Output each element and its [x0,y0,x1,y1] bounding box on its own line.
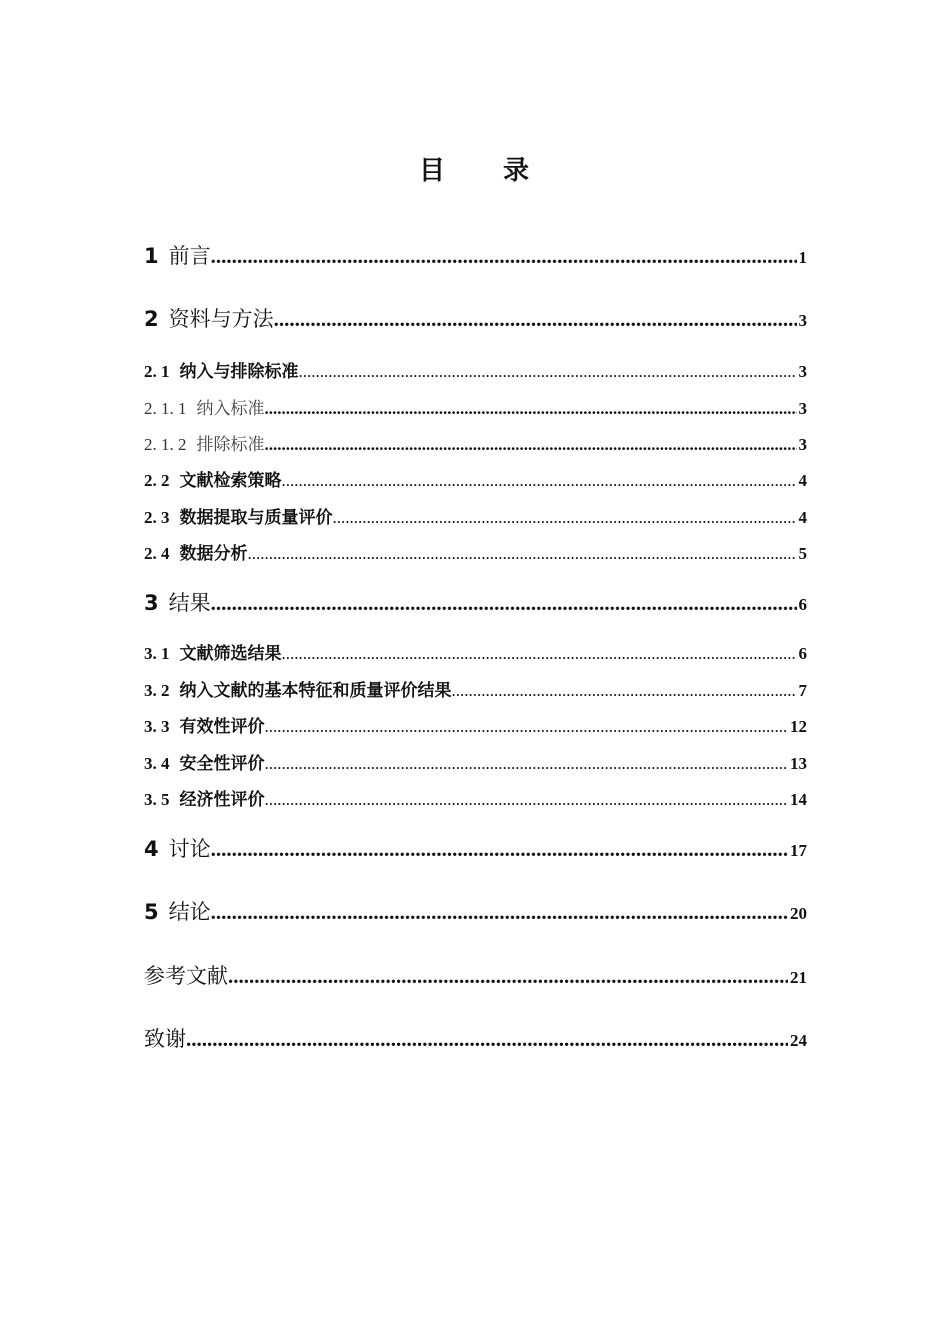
toc-entry-references[interactable] [144,960,807,990]
dot-leader [211,244,797,269]
dot-leader [265,717,789,737]
dot-leader [265,790,789,810]
toc-entry-number: 3. 4 [144,754,170,773]
toc-entry-page: 6 [798,644,807,663]
toc-entry-number: 2. 4 [144,544,170,563]
toc-entry-number: 2. 1 [144,362,170,381]
toc-entry-title: 结果 [168,591,211,615]
toc-entry-number: 1 [144,244,159,268]
dot-leader [274,307,797,332]
toc-entry-acknowledgements[interactable] [144,1023,807,1053]
toc-entry-title: 纳入标准 [196,399,265,419]
toc-entry-title: 经济性评价 [179,790,265,810]
dot-leader [186,1027,788,1052]
toc-entry-title: 文献检索策略 [179,471,282,491]
toc-entry-page: 4 [798,471,807,490]
toc-entry-number: 2. 1. 1 [144,399,187,418]
toc-entry-title: 数据分析 [179,544,248,564]
dot-leader [248,544,797,564]
toc-entry-title: 前言 [168,244,211,268]
toc-entry-page: 20 [790,904,807,923]
toc-entry-screening-results[interactable] [144,639,807,664]
toc-entry-criteria[interactable] [144,357,807,382]
toc-entry-page: 1 [798,248,807,267]
toc-entry-number: 2. 1. 2 [144,435,187,454]
toc-entry-search-strategy[interactable] [144,466,807,491]
toc-entry-page: 13 [790,754,807,773]
dot-leader [282,471,797,491]
toc-title: 目 录 [418,156,531,186]
toc-entry-page: 12 [790,717,807,736]
toc-entry-page: 3 [798,435,807,454]
dot-leader [211,837,788,862]
toc-entry-page: 7 [798,681,807,700]
toc-entry-page: 6 [798,595,807,614]
toc-entry-title: 安全性评价 [179,754,265,774]
toc-entry-page: 21 [790,968,807,987]
dot-leader [228,964,788,989]
dot-leader [265,435,797,455]
toc-entry-page: 3 [798,362,807,381]
toc-entry-title: 纳入文献的基本特征和质量评价结果 [179,681,452,701]
toc-entry-number: 3. 5 [144,790,170,809]
toc-entry-results[interactable] [144,587,807,617]
dot-leader [299,362,797,382]
dot-leader [211,591,797,616]
toc-entry-discussion[interactable] [144,833,807,863]
toc-entry-number: 2. 3 [144,508,170,527]
toc-entry-title: 数据提取与质量评价 [179,508,333,528]
toc-entry-page: 24 [790,1031,807,1050]
toc-entry-exclusion[interactable] [144,430,807,455]
dot-leader [211,900,788,925]
toc-entry-number: 3 [144,591,159,615]
toc-entry-page: 5 [798,544,807,563]
dot-leader [452,681,797,701]
toc-entry-preface[interactable] [144,240,807,270]
toc-entry-economics[interactable] [144,785,807,810]
toc-entry-title: 讨论 [168,837,211,861]
toc-entry-inclusion[interactable] [144,394,807,419]
toc-entry-title: 参考文献 [144,964,228,988]
toc-entry-page: 4 [798,508,807,527]
toc-entry-title: 文献筛选结果 [179,644,282,664]
toc-entry-number: 2 [144,307,159,331]
toc-entry-data-analysis[interactable] [144,539,807,564]
toc-entry-title: 有效性评价 [179,717,265,737]
toc-entry-page: 17 [790,841,807,860]
toc-entry-number: 3. 2 [144,681,170,700]
toc-entry-title: 结论 [168,900,211,924]
toc-entry-page: 3 [798,399,807,418]
toc-entry-characteristics[interactable] [144,676,807,701]
toc-entry-number: 2. 2 [144,471,170,490]
dot-leader [265,754,789,774]
toc-entry-page: 14 [790,790,807,809]
toc-entry-title: 资料与方法 [168,307,274,331]
toc-entry-title: 排除标准 [196,435,265,455]
toc-entry-number: 5 [144,900,159,924]
dot-leader [265,399,797,419]
toc-entry-conclusion[interactable] [144,896,807,926]
dot-leader [282,644,797,664]
dot-leader [333,508,797,528]
toc-entry-number: 3. 3 [144,717,170,736]
toc-entry-number: 3. 1 [144,644,170,663]
toc-entry-title: 致谢 [144,1027,186,1051]
toc-entry-safety[interactable] [144,749,807,774]
toc-entry-title: 纳入与排除标准 [179,362,299,382]
toc-entry-data-extraction[interactable] [144,503,807,528]
toc-entry-materials-methods[interactable] [144,303,807,333]
toc-entry-number: 4 [144,837,159,861]
toc-entry-efficacy[interactable] [144,712,807,737]
toc-entry-page: 3 [798,311,807,330]
